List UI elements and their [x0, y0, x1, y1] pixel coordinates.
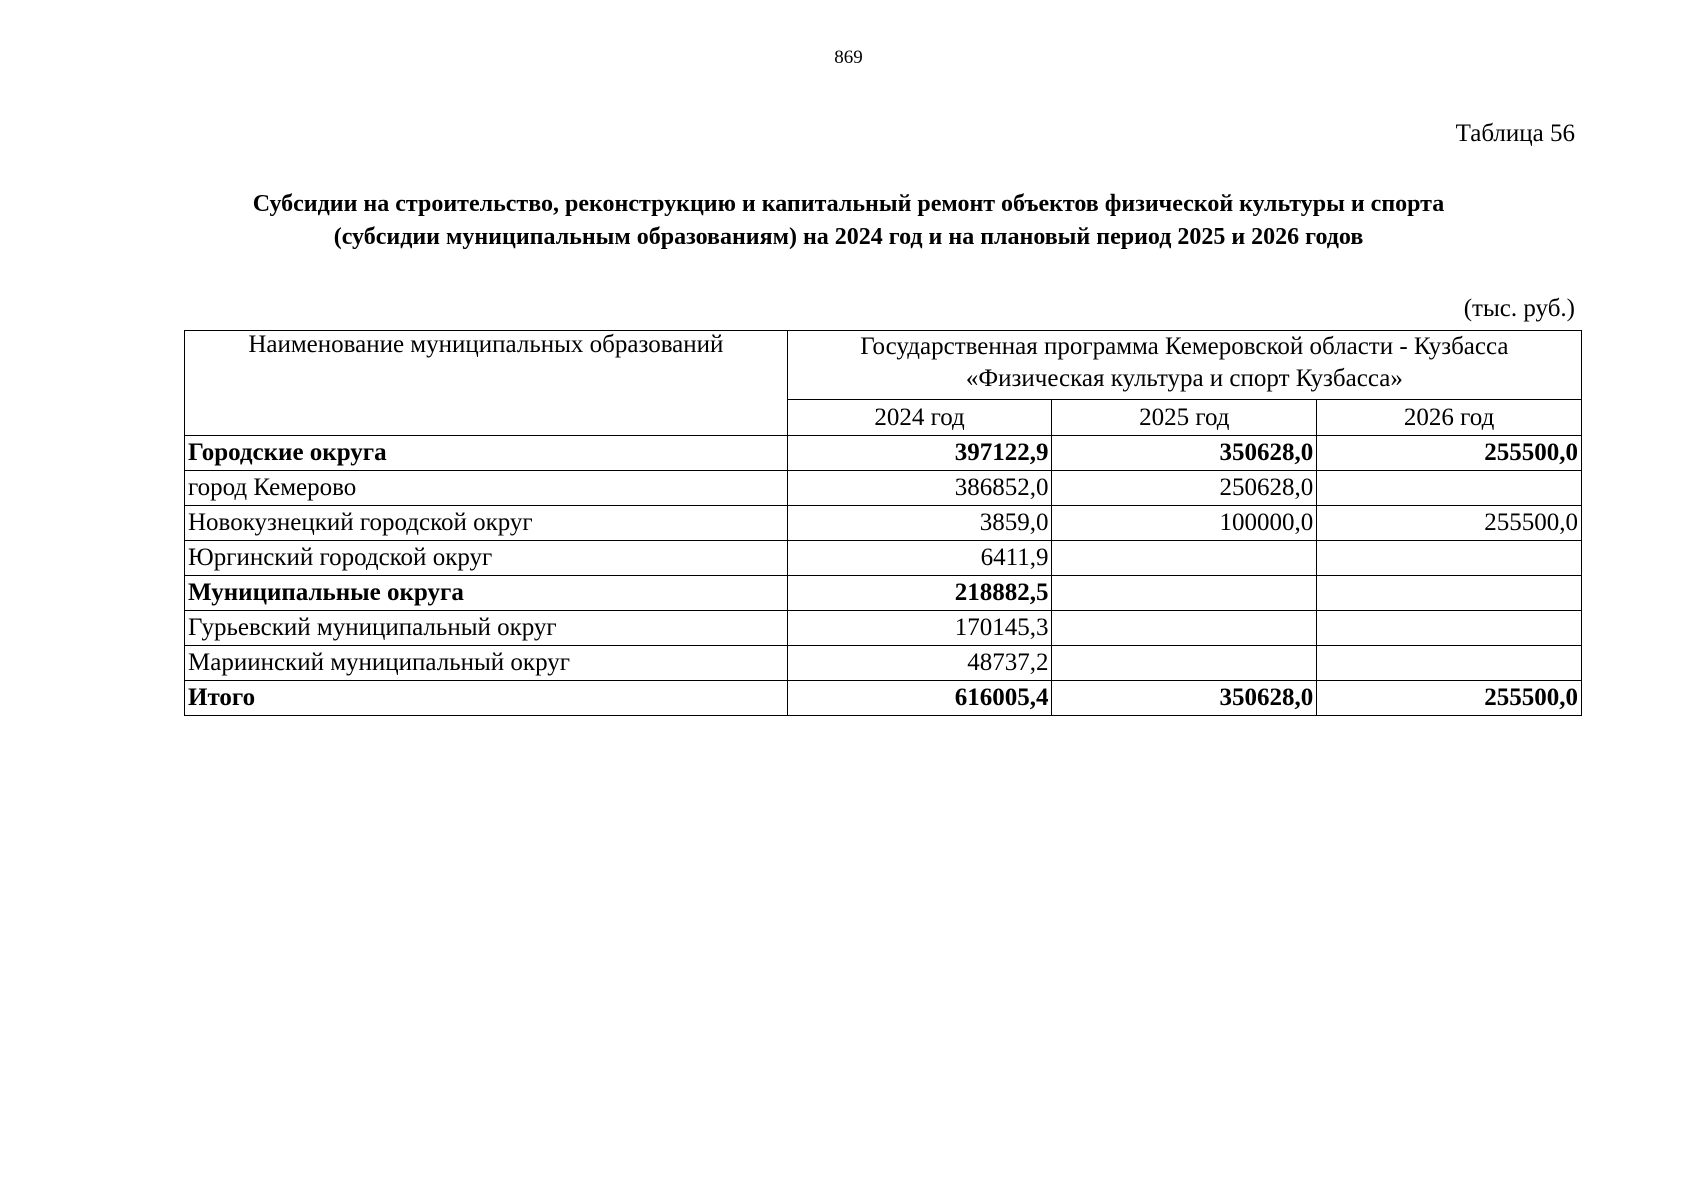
cell-value-2025	[1052, 576, 1317, 611]
cell-value-2024: 218882,5	[787, 576, 1052, 611]
cell-value-2026	[1317, 611, 1582, 646]
document-title	[0, 188, 1697, 254]
page-number: 869	[834, 47, 863, 68]
cell-municipality-name: Гурьевский муниципальный округ	[185, 611, 788, 646]
cell-value-2024: 397122,9	[787, 436, 1052, 471]
cell-value-2025: 250628,0	[1052, 471, 1317, 506]
cell-municipality-name: Муниципальные округа	[185, 576, 788, 611]
table-row	[185, 471, 1582, 506]
header-program-line-2: «Физическая культура и спорт Кузбасса»	[965, 365, 1403, 392]
cell-value-2025: 100000,0	[1052, 506, 1317, 541]
table-row	[185, 506, 1582, 541]
units-label: (тыс. руб.)	[1463, 295, 1575, 322]
table-row	[185, 541, 1582, 576]
cell-value-2024: 6411,9	[787, 541, 1052, 576]
table-row	[185, 646, 1582, 681]
cell-value-2026: 255500,0	[1317, 436, 1582, 471]
cell-municipality-name: Мариинский муниципальный округ	[185, 646, 788, 681]
document-title-line-2: (субсидии муниципальным образованиям) на 2024 год и на плановый период 2025 и 2026 годов	[333, 224, 1364, 250]
table-row	[185, 681, 1582, 716]
cell-value-2025: 350628,0	[1052, 436, 1317, 471]
cell-municipality-name: Итого	[185, 681, 788, 716]
cell-municipality-name: город Кемерово	[185, 471, 788, 506]
cell-value-2024: 386852,0	[787, 471, 1052, 506]
cell-value-2024: 48737,2	[787, 646, 1052, 681]
cell-value-2026	[1317, 471, 1582, 506]
table-row	[185, 611, 1582, 646]
cell-value-2025	[1052, 646, 1317, 681]
cell-value-2026: 255500,0	[1317, 506, 1582, 541]
cell-value-2026	[1317, 541, 1582, 576]
cell-value-2026	[1317, 646, 1582, 681]
header-program-line-1: Государственная программа Кемеровской области - Кузбасса	[860, 333, 1509, 360]
table-body	[185, 436, 1582, 716]
table-header	[185, 331, 1582, 436]
subsidies-table	[184, 330, 1582, 716]
cell-municipality-name: Новокузнецкий городской округ	[185, 506, 788, 541]
table-row	[185, 436, 1582, 471]
cell-municipality-name: Юргинский городской округ	[185, 541, 788, 576]
cell-value-2024: 170145,3	[787, 611, 1052, 646]
cell-value-2025	[1052, 611, 1317, 646]
document-title-line-1: Субсидии на строительство, реконструкцию и капитальный ремонт объектов физической культуры и спорта	[252, 191, 1445, 217]
cell-value-2026: 255500,0	[1317, 681, 1582, 716]
cell-municipality-name: Городские округа	[185, 436, 788, 471]
table-caption: Таблица 56	[1455, 120, 1575, 147]
cell-value-2024: 3859,0	[787, 506, 1052, 541]
cell-value-2026	[1317, 576, 1582, 611]
header-year-2025: 2025 год	[1052, 400, 1317, 436]
header-year-2024: 2024 год	[787, 400, 1052, 436]
cell-value-2025: 350628,0	[1052, 681, 1317, 716]
cell-value-2024: 616005,4	[787, 681, 1052, 716]
cell-value-2025	[1052, 541, 1317, 576]
table-row	[185, 576, 1582, 611]
header-municipality-name: Наименование муниципальных образований	[185, 331, 788, 436]
header-program	[787, 331, 1581, 400]
header-year-2026: 2026 год	[1317, 400, 1582, 436]
